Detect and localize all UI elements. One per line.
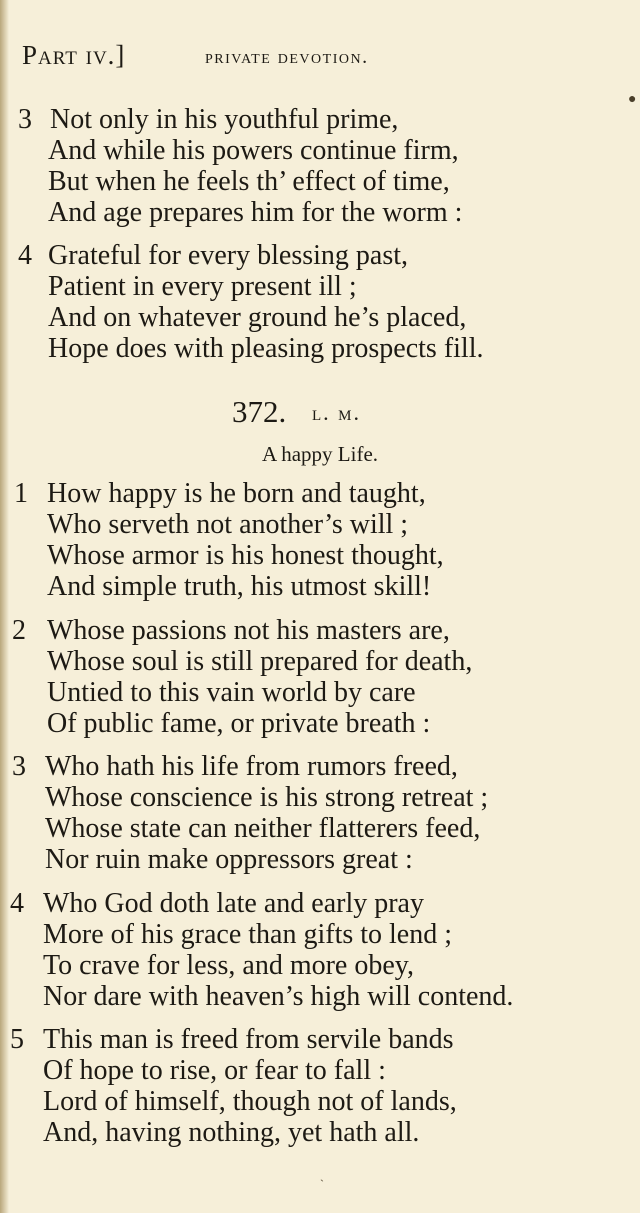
verse-line: Whose state can neither flatterers feed, (45, 813, 481, 844)
verse-line: Whose passions not his masters are, (47, 615, 450, 646)
hymn-number: 372. (232, 394, 287, 429)
verse-line: How happy is he born and taught, (47, 478, 426, 509)
verse-line: Lord of himself, though not of lands, (43, 1086, 457, 1117)
verse-line: And simple truth, his utmost skill! (47, 571, 432, 602)
verse-line: Of hope to rise, or fear to fall : (43, 1055, 386, 1086)
stanza-number: 4 (18, 240, 32, 271)
verse-line: Hope does with pleasing prospects fill. (48, 333, 484, 364)
verse-line: Of public fame, or private breath : (47, 708, 431, 739)
verse-line: Untied to this vain world by care (47, 677, 416, 708)
verse-line: This man is freed from servile bands (43, 1024, 454, 1055)
verse-line: And age prepares him for the worm : (48, 197, 463, 228)
verse-line: To crave for less, and more obey, (43, 950, 414, 981)
stanza-number: 1 (14, 478, 28, 509)
verse-line: Grateful for every blessing past, (48, 240, 408, 271)
verse-line: Whose conscience is his strong retreat ; (45, 782, 489, 813)
stanza-number: 4 (10, 888, 24, 919)
ink-speck: ● (628, 92, 637, 107)
verse-line: Who serveth not another’s will ; (47, 509, 409, 540)
verse-line: And on whatever ground he’s placed, (48, 302, 467, 333)
stanza-number: 5 (10, 1024, 24, 1055)
stanza-number: 2 (12, 615, 26, 646)
ink-speck: ˎ (320, 1168, 324, 1182)
hymn-meter: l. m. (312, 400, 361, 425)
verse-line: Whose soul is still prepared for death, (47, 646, 473, 677)
part-label: Part iv.] (22, 40, 126, 70)
verse-line: More of his grace than gifts to lend ; (43, 919, 453, 950)
verse-line: Not only in his youthful prime, (50, 104, 399, 135)
page-edge-shadow (0, 0, 9, 1213)
verse-line: And while his powers continue firm, (48, 135, 459, 166)
verse-line: Whose armor is his honest thought, (47, 540, 444, 571)
verse-line: And, having nothing, yet hath all. (43, 1117, 420, 1148)
running-title: private devotion. (205, 46, 369, 68)
stanza-number: 3 (12, 751, 26, 782)
stanza-number: 3 (18, 104, 32, 135)
running-header (0, 40, 640, 80)
verse-line: Who hath his life from rumors freed, (45, 751, 458, 782)
verse-line: But when he feels th’ effect of time, (48, 166, 450, 197)
hymn-title: A happy Life. (261, 442, 379, 466)
verse-line: Patient in every present ill ; (48, 271, 357, 302)
verse-line: Nor dare with heaven’s high will contend. (43, 981, 514, 1012)
verse-line: Who God doth late and early pray (43, 888, 424, 919)
verse-line: Nor ruin make oppressors great : (45, 844, 413, 875)
